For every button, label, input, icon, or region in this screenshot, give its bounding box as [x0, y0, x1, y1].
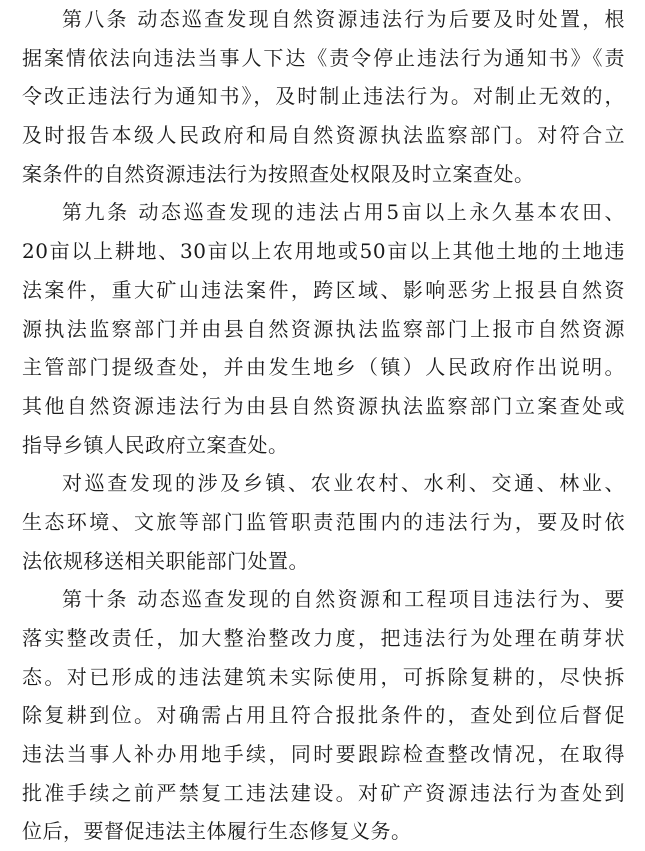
paragraph-referral — [22, 464, 625, 580]
text-line: 对巡查发现的涉及乡镇、农业农村、水利、交通、林业、 — [62, 471, 625, 496]
text-line: 违法当事人补办用地手续，同时要跟踪检查整改情况，在取得 — [22, 742, 625, 767]
text-line: 法案件，重大矿山违法案件，跨区域、影响恶劣上报县自然资 — [22, 277, 625, 302]
text-line: 20亩以上耕地、30亩以上农用地或50亩以上其他土地的土地违 — [22, 239, 625, 264]
text-line: 第十条 动态巡查发现的自然资源和工程项目违法行为、要 — [62, 587, 625, 612]
paragraph-article-9 — [22, 193, 625, 464]
text-line: 除复耕到位。对确需占用且符合报批条件的，查处到位后督促 — [22, 703, 625, 728]
text-line: 生态环境、文旅等部门监管职责范围内的违法行为，要及时依 — [22, 509, 625, 534]
text-line: 落实整改责任，加大整治整改力度，把违法行为处理在萌芽状 — [22, 626, 625, 650]
text-line: 案条件的自然资源违法行为按照查处权限及时立案查处。 — [22, 161, 535, 186]
text-line: 据案情依法向违法当事人下达《责令停止违法行为通知书》《责 — [22, 45, 625, 70]
text-line: 位后，要督促违法主体履行生态修复义务。 — [22, 819, 412, 844]
text-line: 态。对已形成的违法建筑未实际使用，可拆除复耕的，尽快拆 — [22, 664, 625, 689]
text-line: 及时报告本级人民政府和局自然资源执法监察部门。对符合立 — [22, 123, 625, 148]
text-line: 主管部门提级查处，并由发生地乡（镇）人民政府作出说明。 — [22, 355, 625, 380]
paragraph-article-8 — [22, 0, 625, 193]
text-line: 其他自然资源违法行为由县自然资源执法监察部门立案查处或 — [22, 393, 625, 418]
text-line: 令改正违法行为通知书》，及时制止违法行为。对制止无效的， — [22, 84, 625, 109]
text-line: 指导乡镇人民政府立案查处。 — [22, 432, 289, 457]
text-line: 批准手续之前严禁复工违法建设。对矿产资源违法行为查处到 — [22, 780, 625, 805]
paragraph-article-10 — [22, 580, 625, 851]
text-line: 第八条 动态巡查发现自然资源违法行为后要及时处置，根 — [62, 7, 625, 31]
text-line: 源执法监察部门并由县自然资源执法监察部门上报市自然资源 — [22, 316, 625, 341]
text-line: 法依规移送相关职能部门处置。 — [22, 548, 309, 573]
text-line: 第九条 动态巡查发现的违法占用5亩以上永久基本农田、 — [62, 200, 625, 225]
